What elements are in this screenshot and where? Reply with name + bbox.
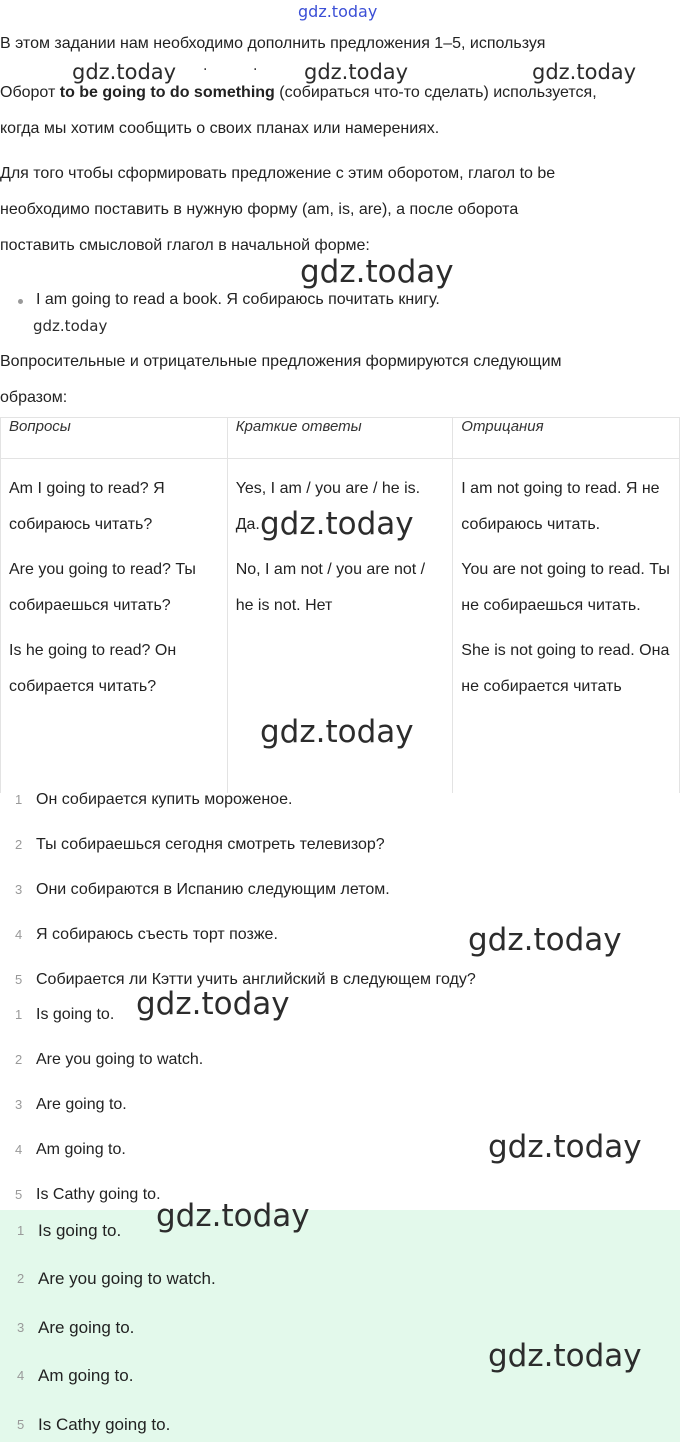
watermark: gdz.today xyxy=(136,986,290,1022)
item-number: 3 xyxy=(17,1319,25,1335)
short-answer-item: No, I am not / you are not / he is not. Нет xyxy=(235,561,426,614)
list-item xyxy=(0,1082,680,1127)
list-item xyxy=(0,867,680,912)
watermark: gdz.today xyxy=(260,714,414,750)
list-item xyxy=(0,992,680,1037)
watermark: gdz.today xyxy=(260,506,414,542)
list-item xyxy=(0,1255,680,1303)
intro-line-3: когда мы хотим сообщить о своих планах или намерениях. xyxy=(0,120,440,137)
item-number: 2 xyxy=(15,1052,23,1067)
watermark: gdz.today xyxy=(488,1338,642,1374)
item-number: 1 xyxy=(15,792,23,807)
construction-term: to be going to do something xyxy=(59,84,275,101)
column-header-negations: Отрицания xyxy=(453,418,680,459)
intro-line-2-suffix: (собираться что-то сделать) используется, xyxy=(274,84,597,101)
intro-line-1: В этом задании нам необходимо дополнить предложения 1–5, используя xyxy=(0,35,546,52)
item-number: 4 xyxy=(15,1142,23,1157)
watermark-dot: · xyxy=(253,62,258,78)
item-text: Он собирается купить мороженое. xyxy=(36,791,293,808)
column-header-questions: Вопросы xyxy=(1,418,228,459)
intro-line-2 xyxy=(0,75,675,111)
para3-line-2: образом: xyxy=(0,389,68,406)
item-number: 5 xyxy=(15,1187,23,1202)
negations-cell xyxy=(453,459,680,794)
negation-item: She is not going to read. Она не собирается читать xyxy=(461,642,670,695)
item-text: Is Cathy going to. xyxy=(38,1414,171,1434)
watermark: gdz.today xyxy=(304,60,409,84)
watermark-small: gdz.today xyxy=(33,317,108,335)
item-number: 1 xyxy=(15,1007,23,1022)
answer-list xyxy=(0,992,680,1217)
watermark: gdz.today xyxy=(156,1198,310,1234)
question-item: Are you going to read? Ты собираешься читать? xyxy=(9,561,196,614)
column-header-short-answers: Краткие ответы xyxy=(227,418,453,459)
item-number: 3 xyxy=(15,1097,23,1112)
translation-list xyxy=(0,777,680,1002)
item-text: Are you going to watch. xyxy=(36,1051,204,1068)
item-text: Am going to. xyxy=(36,1141,126,1158)
watermark: gdz.today xyxy=(532,60,637,84)
example-bullet: I am going to read a book. Я собираюсь почитать книгу. xyxy=(36,291,440,308)
negation-item: I am not going to read. Я не собираюсь читать. xyxy=(461,480,660,533)
item-number: 2 xyxy=(15,837,23,852)
intro-line-2-prefix: Оборот xyxy=(0,84,60,101)
item-number: 1 xyxy=(17,1223,25,1238)
item-text: Are you going to watch. xyxy=(38,1269,216,1289)
item-text: Я собираюсь съесть торт позже. xyxy=(36,926,278,943)
watermark: gdz.today xyxy=(468,922,622,958)
question-item: Am I going to read? Я собираюсь читать? xyxy=(9,480,165,533)
watermark-dot: · xyxy=(203,62,208,78)
item-number: 5 xyxy=(17,1416,25,1432)
item-text: Is going to. xyxy=(36,1006,115,1023)
para3-line-1: Вопросительные и отрицательные предложения формируются следующим xyxy=(0,353,562,370)
item-text: Ты собираешься сегодня смотреть телевизор? xyxy=(36,836,385,853)
item-number: 3 xyxy=(15,882,23,897)
item-text: Are going to. xyxy=(38,1317,135,1337)
item-number: 4 xyxy=(15,927,23,942)
item-text: Is going to. xyxy=(38,1221,122,1240)
para2-line-2: необходимо поставить в нужную форму (am, is, are), а после оборота xyxy=(0,201,519,218)
list-item xyxy=(0,822,680,867)
watermark-top: gdz.today xyxy=(298,2,378,21)
item-text: Они собираются в Испанию следующим летом. xyxy=(36,881,390,898)
short-answer-item: Yes, I am / you are / he is. Да. xyxy=(235,480,421,533)
watermark: gdz.today xyxy=(72,60,177,84)
list-item xyxy=(0,1207,680,1255)
item-number: 5 xyxy=(15,972,23,987)
item-text: Are going to. xyxy=(36,1096,127,1113)
item-number: 2 xyxy=(17,1271,25,1287)
list-item xyxy=(0,777,680,822)
questions-cell xyxy=(1,459,228,794)
para2-line-1: Для того чтобы сформировать предложение с этим оборотом, глагол to be xyxy=(0,165,556,182)
para2-line-3: поставить смысловой глагол в начальной форме: xyxy=(0,237,370,254)
question-item: Is he going to read? Он собирается читать? xyxy=(9,642,177,695)
final-answer-list xyxy=(0,1207,680,1449)
watermark: gdz.today xyxy=(300,254,454,290)
list-item xyxy=(0,1037,680,1082)
answer-box xyxy=(0,1210,680,1442)
item-text: Is Cathy going to. xyxy=(36,1186,161,1203)
bullet-dot xyxy=(18,299,23,304)
watermark: gdz.today xyxy=(488,1129,642,1165)
table-header-row xyxy=(1,418,680,459)
item-text: Am going to. xyxy=(38,1366,134,1386)
item-text: Собирается ли Кэтти учить английский в следующем году? xyxy=(36,971,476,988)
negation-item: You are not going to read. Ты не собираешься читать. xyxy=(461,561,670,614)
item-number: 4 xyxy=(17,1368,25,1384)
